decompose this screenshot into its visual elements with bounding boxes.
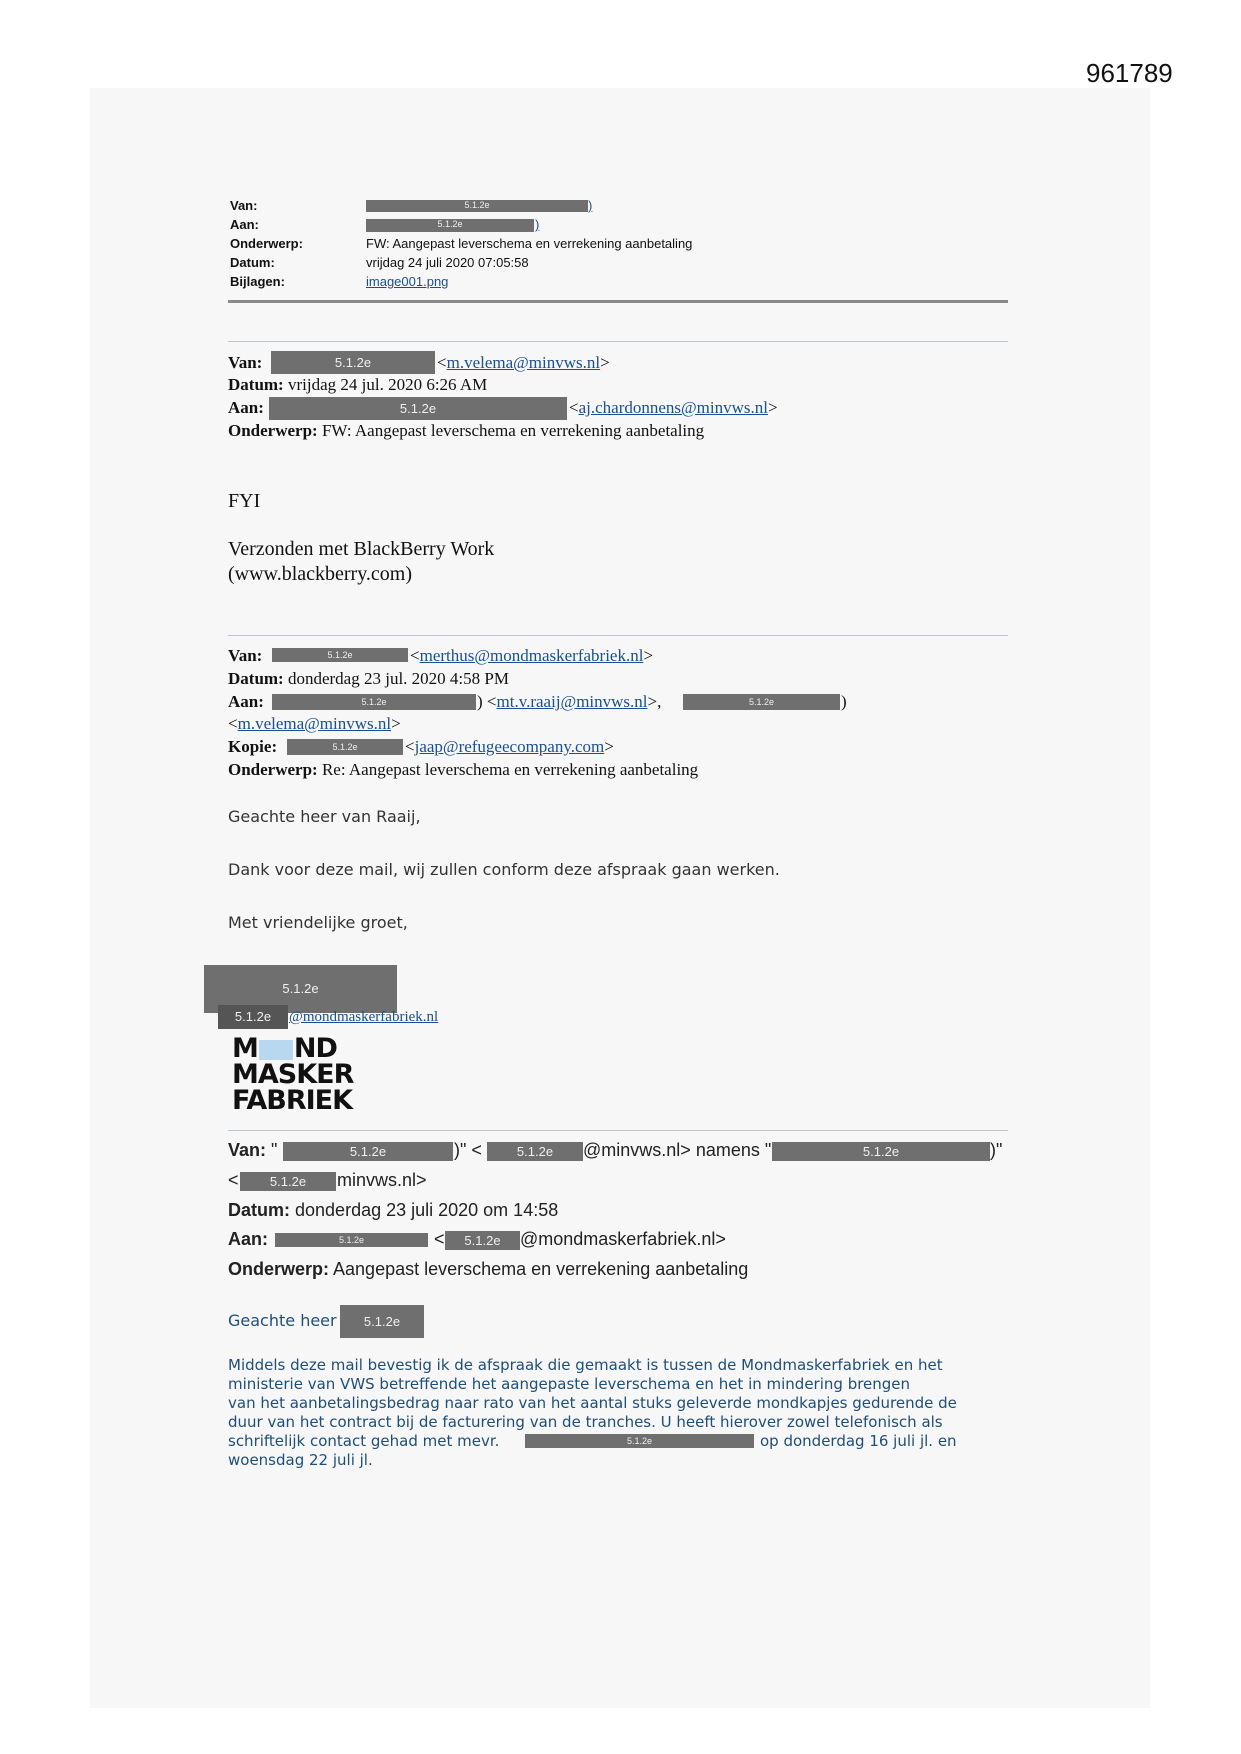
document-number: 961789 [1086,58,1173,88]
redaction-box: 5.1.2e [204,965,397,1013]
aan-close: ) [535,217,540,232]
redaction-box: 5.1.2e [275,1233,428,1247]
email-link[interactable]: m.velema@minvws.nl [237,714,392,733]
mask-icon [259,1040,293,1060]
redaction-box: 5.1.2e [218,1005,288,1029]
aan-label: Aan: [228,692,264,711]
email-link[interactable]: m.velema@minvws.nl [446,353,601,372]
redaction-box: 5.1.2e [487,1142,583,1161]
email-body-line: van het aanbetalingsbedrag naar rato van het aantal stuks geleverde mondkapjes gedurende de [228,1394,957,1412]
redaction-box: 5.1.2e [287,739,403,755]
redaction-box: 5.1.2e [272,648,408,662]
email-closing: Met vriendelijke groet, [228,913,408,932]
van-line2-suffix: minvws.nl> [337,1170,427,1190]
onderwerp-label: Onderwerp: [228,421,318,440]
datum-value: donderdag 23 juli 2020 om 14:58 [295,1200,559,1220]
header-divider [228,300,1008,303]
onderwerp-label: Onderwerp: [228,1259,330,1279]
redaction-box: 5.1.2e [283,1142,453,1161]
bijlagen-label: Bijlagen: [230,274,285,289]
kopie-label: Kopie: [228,737,278,756]
aan-label: Aan: [228,398,264,417]
onderwerp-label: Onderwerp: [230,236,303,251]
redaction-box: 5.1.2e [272,694,476,710]
van-label: Van: [228,1140,267,1160]
redaction-box: 5.1.2e [772,1142,990,1161]
email-body-sent-line-2: (www.blackberry.com) [228,563,412,585]
datum-value: vrijdag 24 juli 2020 07:05:58 [366,255,529,270]
van-domain: @minvws.nl> [583,1140,691,1160]
datum-label: Datum: [228,669,284,688]
email-link[interactable]: mt.v.raaij@minvws.nl [496,692,648,711]
van-label: Van: [228,353,263,372]
redaction-box: 5.1.2e [271,351,435,374]
datum-label: Datum: [228,375,284,394]
email-greeting: Geachte heer van Raaij, [228,807,421,826]
email-body-line: ministerie van VWS betreffende het aangepaste leverschema en het in mindering brengen [228,1375,911,1393]
email-body-line: Middels deze mail bevestig ik de afspraak die gemaakt is tussen de Mondmaskerfabriek en het [228,1356,943,1374]
divider [228,1130,1008,1131]
aan-email-suffix: @mondmaskerfabriek.nl> [520,1229,726,1249]
onderwerp-value: FW: Aangepast leverschema en verrekening aanbetaling [321,421,705,440]
onderwerp-value: Aangepast leverschema en verrekening aanbetaling [333,1259,749,1279]
aan-label: Aan: [230,217,259,232]
email-body-line: duur van het contract bij de facturering van de tranches. U heeft hierover zowel telefonisch als [228,1413,943,1431]
redaction-box: 5.1.2e [366,219,534,232]
van-namens: namens [695,1140,760,1160]
van-label: Van: [230,198,258,213]
datum-value: vrijdag 24 jul. 2020 6:26 AM [287,375,488,394]
aan-label: Aan: [228,1229,268,1249]
redaction-box: 5.1.2e [366,200,588,212]
redaction-box: 5.1.2e [525,1434,754,1448]
email-body-fyi: FYI [228,490,261,512]
email-body-sent-line-1: Verzonden met BlackBerry Work [228,538,495,560]
datum-label: Datum: [228,1200,290,1220]
datum-label: Datum: [230,255,275,270]
redaction-box: 5.1.2e [240,1172,336,1191]
divider [228,341,1008,342]
email-body-line: woensdag 22 juli jl. [228,1451,373,1469]
email-body-line: op donderdag 16 juli jl. en [760,1432,957,1450]
divider [228,635,1008,636]
redaction-box: 5.1.2e [445,1231,520,1250]
redaction-box: 5.1.2e [269,397,567,420]
signature-email-link[interactable]: @mondmaskerfabriek.nl [289,1009,439,1025]
mondmaskerfabriek-logo: M ND MASKER FABRIEK [232,1033,354,1116]
attachment-link[interactable]: image001.png [366,274,449,289]
van-close: ) [588,198,593,213]
email-link[interactable]: aj.chardonnens@minvws.nl [578,398,768,417]
email-body: Dank voor deze mail, wij zullen conform deze afspraak gaan werken. [228,860,780,879]
redaction-box: 5.1.2e [340,1305,424,1338]
email-link[interactable]: jaap@refugeecompany.com [414,737,605,756]
email-greeting: Geachte heer [228,1311,337,1330]
onderwerp-value: Re: Aangepast leverschema en verrekening aanbetaling [321,760,699,779]
onderwerp-value: FW: Aangepast leverschema en verrekening aanbetaling [366,236,693,251]
redaction-box: 5.1.2e [683,694,840,710]
email-link[interactable]: merthus@mondmaskerfabriek.nl [419,646,644,665]
onderwerp-label: Onderwerp: [228,760,318,779]
email-body-line: schriftelijk contact gehad met mevr. [228,1432,500,1450]
van-label: Van: [228,646,263,665]
datum-value: donderdag 23 jul. 2020 4:58 PM [287,669,509,688]
